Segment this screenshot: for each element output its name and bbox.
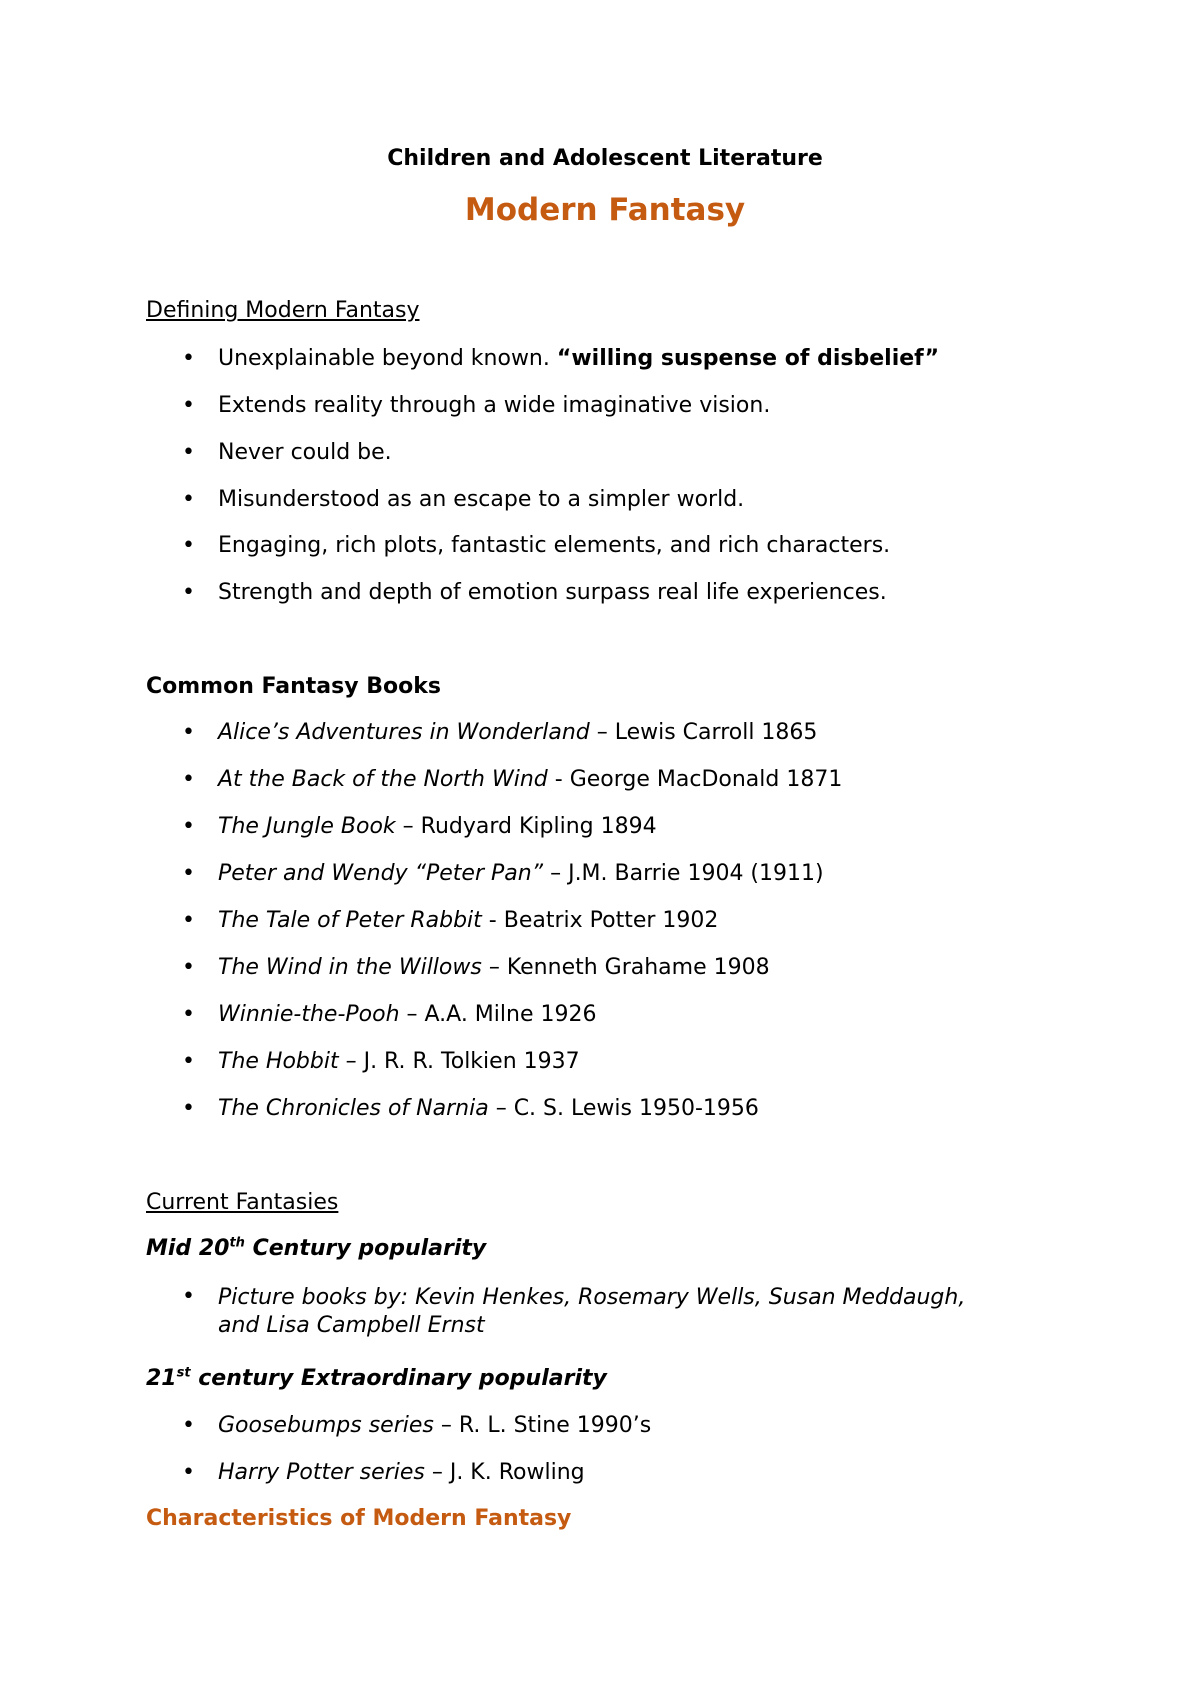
- bullet-icon: •: [182, 1002, 195, 1027]
- bullet-icon: •: [182, 1284, 195, 1309]
- list-item: Strength and depth of emotion surpass real life experiences.: [218, 580, 887, 605]
- bullet-icon: •: [182, 720, 195, 745]
- bullet-icon: •: [182, 1096, 195, 1121]
- list-item: Goosebumps series – R. L. Stine 1990’s: [218, 1413, 652, 1438]
- bullet-icon: •: [182, 440, 195, 465]
- list-item: Misunderstood as an escape to a simpler world.: [218, 487, 745, 512]
- course-title: Children and Adolescent Literature: [387, 146, 823, 171]
- bullet-icon: •: [182, 393, 195, 418]
- bullet-icon: •: [182, 1049, 195, 1074]
- current-fantasies-heading: Current Fantasies: [146, 1190, 339, 1215]
- bullet-icon: •: [182, 1460, 195, 1485]
- mid-century-subheading: Mid 20th Century popularity: [146, 1235, 487, 1261]
- book-item: Alice’s Adventures in Wonderland – Lewis Carroll 1865: [218, 720, 818, 745]
- list-item: Picture books by: Kevin Henkes, Rosemary Wells, Susan Meddaugh, and Lisa Campbell Ernst: [218, 1285, 966, 1338]
- list-item: Never could be.: [218, 440, 392, 465]
- list-item: Engaging, rich plots, fantastic elements, and rich characters.: [218, 533, 891, 558]
- book-item: At the Back of the North Wind - George MacDonald 1871: [218, 767, 843, 792]
- list-item: Unexplainable beyond known. “willing suspense of disbelief”: [218, 346, 940, 371]
- 21st-century-subheading: 21st century Extraordinary popularity: [146, 1365, 607, 1391]
- list-item: Extends reality through a wide imaginative vision.: [218, 393, 771, 418]
- bullet-icon: •: [182, 533, 195, 558]
- bullet-icon: •: [182, 861, 195, 886]
- bullet-icon: •: [182, 814, 195, 839]
- common-books-heading: Common Fantasy Books: [146, 674, 441, 699]
- book-item: Winnie-the-Pooh – A.A. Milne 1926: [218, 1002, 597, 1027]
- bullet-icon: •: [182, 487, 195, 512]
- bullet-icon: •: [182, 346, 195, 371]
- book-item: The Wind in the Willows – Kenneth Grahame 1908: [218, 955, 770, 980]
- book-item: The Chronicles of Narnia – C. S. Lewis 1950-1956: [218, 1096, 759, 1121]
- book-item: The Tale of Peter Rabbit - Beatrix Potter 1902: [218, 908, 719, 933]
- book-item: The Hobbit – J. R. R. Tolkien 1937: [218, 1049, 580, 1074]
- topic-title: Modern Fantasy: [464, 192, 746, 228]
- book-item: Peter and Wendy “Peter Pan” – J.M. Barrie 1904 (1911): [218, 861, 824, 886]
- bullet-icon: •: [182, 1413, 195, 1438]
- bullet-icon: •: [182, 580, 195, 605]
- characteristics-heading: Characteristics of Modern Fantasy: [146, 1506, 572, 1531]
- bullet-icon: •: [182, 767, 195, 792]
- defining-heading: Defining Modern Fantasy: [146, 298, 420, 323]
- bullet-icon: •: [182, 908, 195, 933]
- bullet-icon: •: [182, 955, 195, 980]
- list-item: Harry Potter series – J. K. Rowling: [218, 1460, 585, 1485]
- book-item: The Jungle Book – Rudyard Kipling 1894: [218, 814, 657, 839]
